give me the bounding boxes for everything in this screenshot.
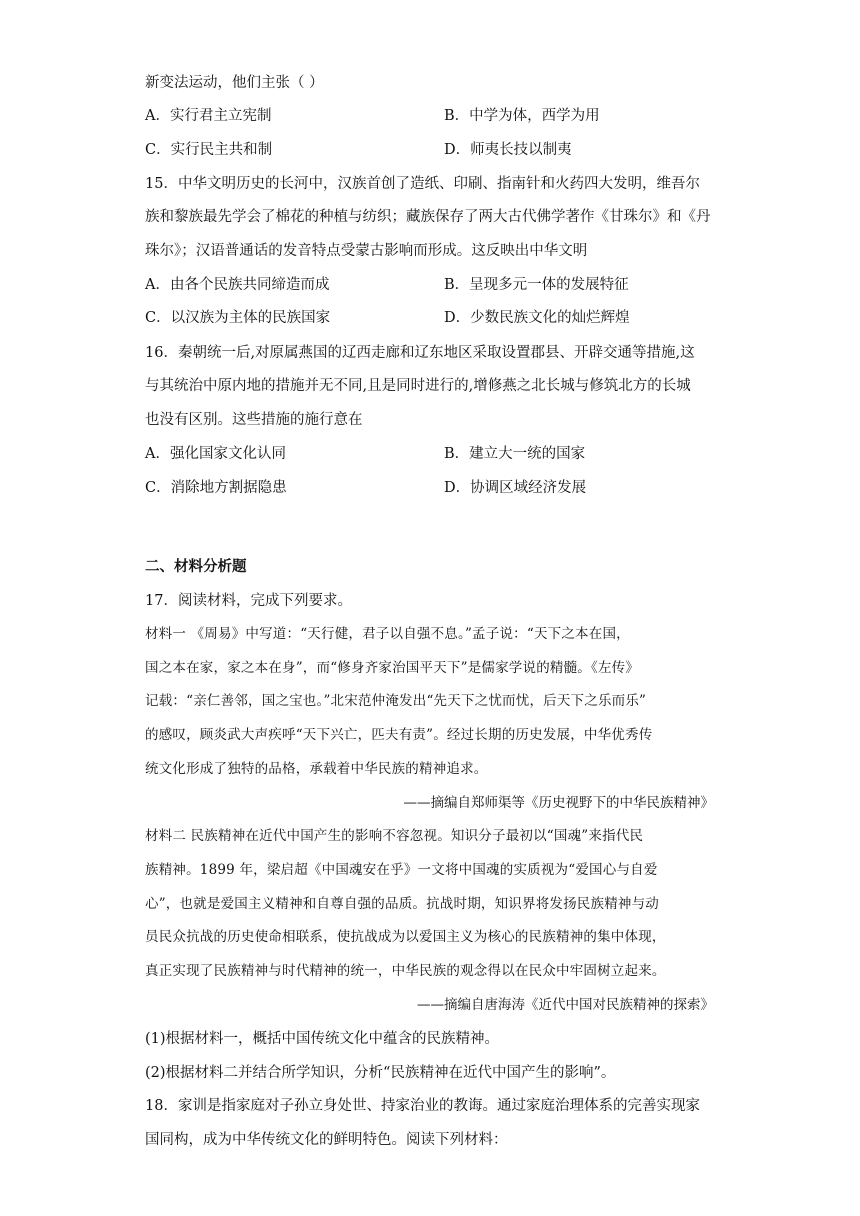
q17-material1-line-1: 材料一 《周易》中写道：“天行健，君子以自强不息。”孟子说：“天下之本在国， bbox=[145, 626, 630, 642]
q17-material2-line-5: 真正实现了民族精神与时代精神的统一，中华民族的观念得以在民众中牢固树立起来。 bbox=[145, 963, 666, 979]
q16-option-b: B．建立大一统的国家 bbox=[444, 446, 586, 462]
q15-stem-line-3: 珠尔》；汉语普通话的发音特点受蒙古影响而形成。这反映出中华文明 bbox=[145, 243, 588, 259]
q17-material1-line-5: 统文化形成了独特的品格，承载着中华民族的精神追求。 bbox=[145, 761, 488, 777]
q16-option-d: D．协调区域经济发展 bbox=[444, 480, 587, 496]
q16-stem-line-3: 也没有区别。这些措施的施行意在 bbox=[145, 412, 363, 428]
q14-option-c: C．实行民主共和制 bbox=[145, 142, 273, 158]
q17-material2-line-1: 材料二 民族精神在近代中国产生的影响不容忽视。知识分子最初以“国魂”来指代民 bbox=[145, 828, 644, 844]
q18-stem-line-1: 18．家训是指家庭对子孙立身处世、持家治业的教诲。通过家庭治理体系的完善实现家 bbox=[145, 1098, 700, 1114]
q15-stem-line-1: 15．中华文明历史的长河中，汉族首创了造纸、印刷、指南针和火药四大发明，维吾尔 bbox=[145, 176, 700, 192]
q17-material1-source: ——摘编自郑师渠等《历史视野下的中华民族精神》 bbox=[403, 795, 714, 811]
q15-option-d: D．少数民族文化的灿烂辉煌 bbox=[444, 310, 630, 326]
q16-option-c: C．消除地方割据隐患 bbox=[145, 480, 287, 496]
q14-option-d: D．师夷长技以制夷 bbox=[444, 142, 572, 158]
q16-option-a: A．强化国家文化认同 bbox=[145, 446, 286, 462]
q15-stem-line-2: 族和黎族最先学会了棉花的种植与纺织；藏族保存了两大古代佛学著作《甘珠尔》和《丹 bbox=[145, 209, 711, 225]
q15-option-c: C．以汉族为主体的民族国家 bbox=[145, 310, 331, 326]
q14-stem-tail: 新变法运动，他们主张（ ） bbox=[145, 75, 324, 91]
q17-material1-line-4: 的感叹，顾炎武大声疾呼“天下兴亡，匹夫有责”。经过长期的历史发展，中华优秀传 bbox=[145, 727, 653, 743]
q17-material2-source: ——摘编自唐海涛《近代中国对民族精神的探索》 bbox=[417, 997, 714, 1013]
section-heading: 二、材料分析题 bbox=[145, 559, 247, 575]
q14-option-a: A．实行君主立宪制 bbox=[145, 108, 272, 124]
q15-option-b: B．呈现多元一体的发展特征 bbox=[444, 277, 629, 293]
q17-question-1: (1)根据材料一，概括中国传统文化中蕴含的民族精神。 bbox=[145, 1031, 500, 1047]
q16-stem-line-1: 16．秦朝统一后,对原属燕国的辽西走廊和辽东地区采取设置郡县、开辟交通等措施,这 bbox=[145, 345, 695, 361]
q17-question-2: (2)根据材料二并结合所学知识，分析“民族精神在近代中国产生的影响”。 bbox=[145, 1065, 616, 1081]
q17-material2-line-4: 员民众抗战的历史使命相联系，使抗战成为以爱国主义为核心的民族精神的集中体现， bbox=[145, 929, 666, 945]
q15-option-a: A．由各个民族共同缔造而成 bbox=[145, 277, 330, 293]
q14-option-b: B．中学为体，西学为用 bbox=[444, 108, 600, 124]
q17-intro: 17．阅读材料，完成下列要求。 bbox=[145, 593, 352, 609]
q17-material1-line-3: 记载：“亲仁善邻，国之宝也。”北宋范仲淹发出“先天下之忧而忧，后天下之乐而乐” bbox=[145, 693, 647, 709]
q17-material1-line-2: 国之本在家，家之本在身”，而“修身齐家治国平天下”是儒家学说的精髓。《左传》 bbox=[145, 660, 640, 676]
q16-stem-line-2: 与其统治中原内地的措施并无不同,且是同时进行的,增修燕之北长城与修筑北方的长城 bbox=[145, 378, 691, 394]
q17-material2-line-2: 族精神。1899 年，梁启超《中国魂安在乎》一文将中国魂的实质视为“爱国心与自爱 bbox=[145, 862, 658, 878]
q17-material2-line-3: 心”，也就是爱国主义精神和自尊自强的品质。抗战时期，知识界将发扬民族精神与动 bbox=[145, 896, 660, 912]
q18-stem-line-2: 国同构，成为中华传统文化的鲜明特色。阅读下列材料： bbox=[145, 1132, 508, 1148]
